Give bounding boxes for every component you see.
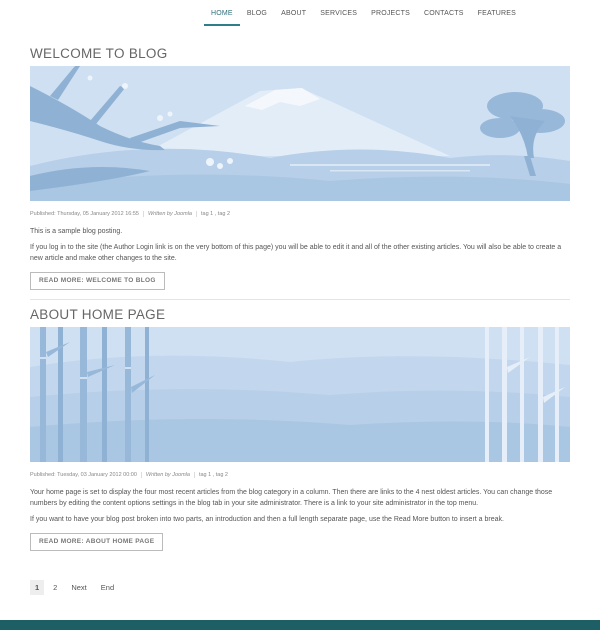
page-1-link[interactable]: 1	[30, 580, 44, 595]
article-divider	[30, 299, 570, 300]
pagination	[30, 580, 123, 595]
end-page-link[interactable]: End	[100, 583, 115, 592]
nav-item-features[interactable]: FEATURES	[477, 10, 517, 17]
article-image-bamboo	[30, 327, 570, 462]
top-navigation	[0, 0, 600, 26]
nav-item-home[interactable]: HOME	[204, 0, 240, 26]
read-more-button[interactable]: READ MORE: WELCOME TO BLOG	[30, 272, 165, 290]
article-tags[interactable]: tag 1 , tag 2	[196, 211, 234, 217]
nav-item-blog[interactable]: BLOG	[246, 10, 268, 17]
footer-bar	[0, 620, 600, 630]
nav-item-contacts[interactable]: CONTACTS	[424, 10, 464, 17]
article-paragraph: Your home page is set to display the four most recent articles from the blog category in a column. Then there are links to the 4 nest oldest articles. You can change those numbers by editing the content options settings in the blog tab in your site administrator. There is a link to your site administrator in the top menu.	[30, 489, 553, 507]
article-paragraph: If you want to have your blog post broken into two parts, an introduction and then a full length separate page, use the Read More button to insert a break.	[30, 516, 504, 523]
article-welcome-to-blog	[30, 44, 570, 290]
article-image-mountain	[30, 66, 570, 201]
article-body	[30, 487, 570, 525]
author-name: Written by Joomla	[143, 211, 196, 217]
article-body	[30, 226, 570, 264]
nav-item-projects[interactable]: PROJECTS	[371, 10, 411, 17]
published-date: Published: Tuesday, 03 January 2012 00:00	[30, 472, 137, 478]
article-title[interactable]: ABOUT HOME PAGE	[30, 307, 166, 322]
page-2-link[interactable]: 2	[53, 583, 58, 592]
article-about-home-page	[30, 305, 570, 551]
article-title[interactable]: WELCOME TO BLOG	[30, 46, 168, 61]
article-paragraph: This is a sample blog posting.	[30, 228, 123, 235]
article-tags[interactable]: tag 1 , tag 2	[194, 472, 232, 478]
read-more-button[interactable]: READ MORE: ABOUT HOME PAGE	[30, 533, 163, 551]
next-page-link[interactable]: Next	[71, 583, 87, 592]
published-date: Published: Thursday, 05 January 2012 16:55	[30, 211, 139, 217]
nav-item-about[interactable]: ABOUT	[281, 10, 307, 17]
nav-item-services[interactable]: SERVICES	[320, 10, 358, 17]
author-name: Written by Joomla	[141, 472, 194, 478]
article-meta	[30, 470, 570, 480]
article-meta	[30, 209, 570, 219]
article-paragraph: If you log in to the site (the Author Login link is on the very bottom of this page) you will be able to edit it and all of the other existing articles. You will also be able to create a new article and make other changes to the site.	[30, 244, 562, 262]
